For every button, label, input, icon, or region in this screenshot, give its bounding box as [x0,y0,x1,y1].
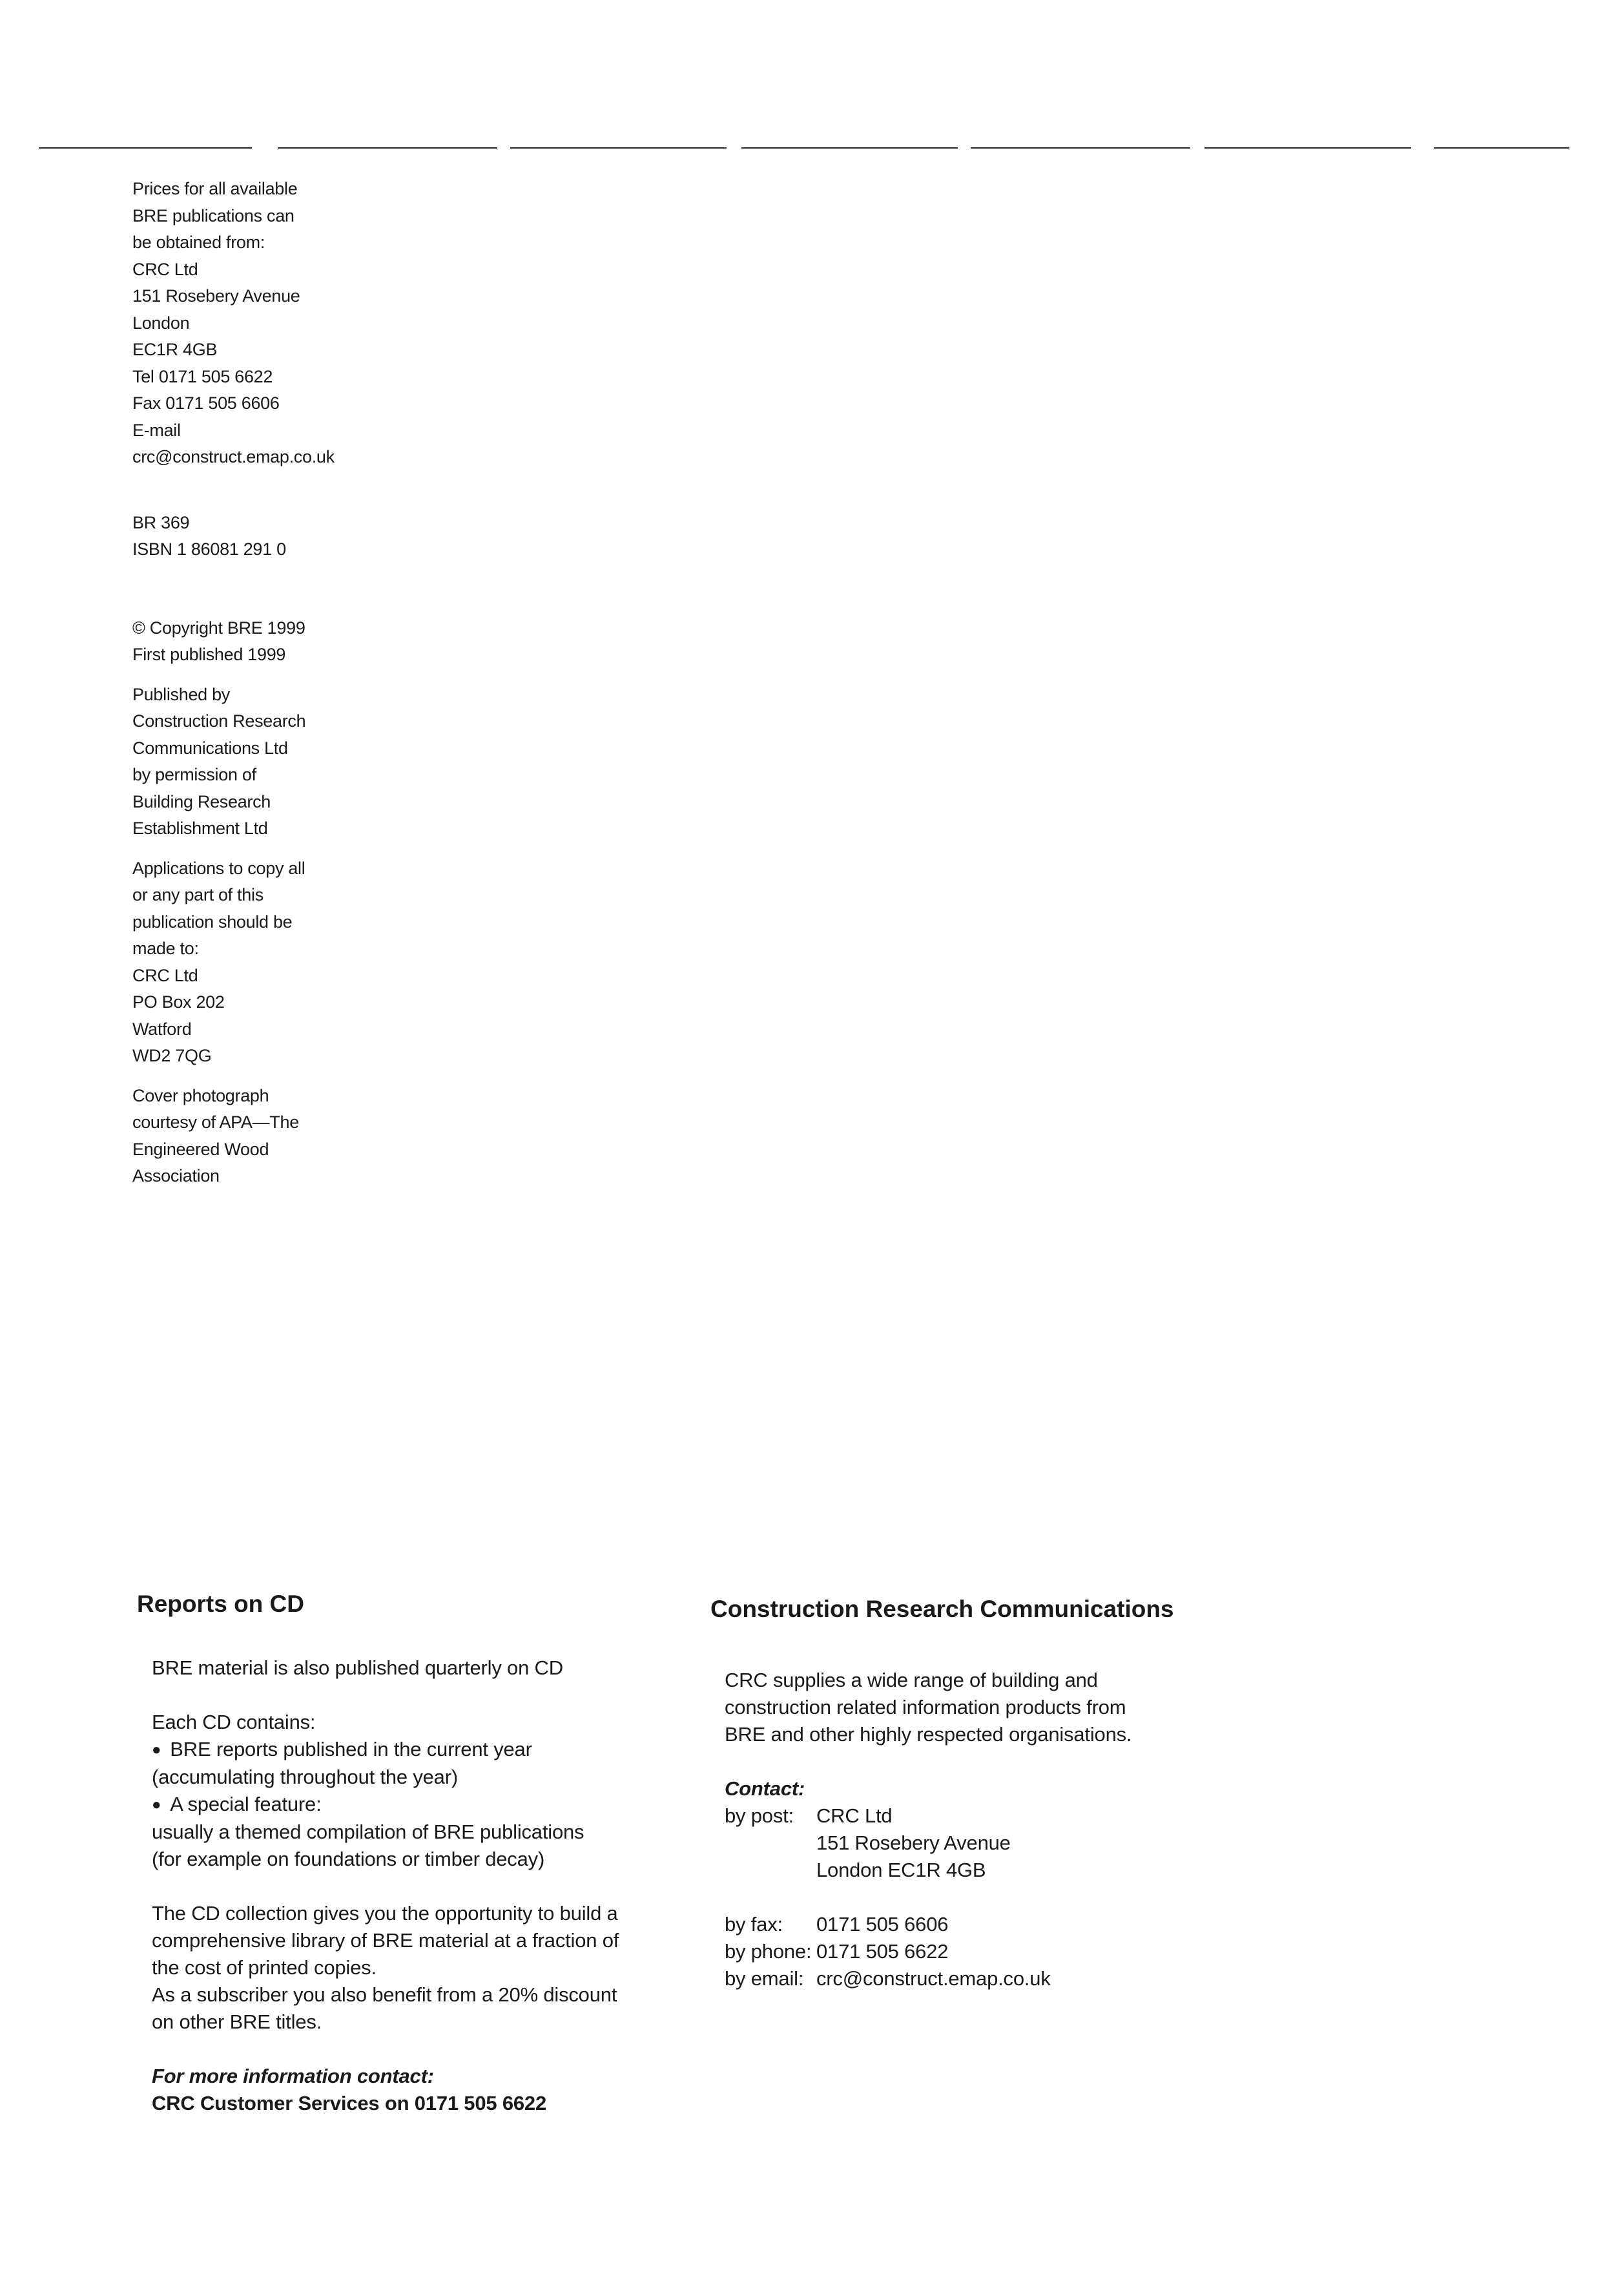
imprint-line: Fax 0171 505 6606 [132,393,280,413]
customer-services-contact: CRC Customer Services on 0171 505 6622 [152,2092,547,2114]
imprint-line: London [132,313,190,333]
post-contact-row [725,1802,1306,1884]
crc-intro-line: BRE and other highly respected organisations. [725,1723,1132,1746]
imprint-line: BRE publications can [132,205,294,225]
reports-paragraph-line: As a subscriber you also benefit from a 20% discount [152,1983,617,2006]
imprint-line: Building Research [132,791,271,811]
imprint-line: by permission of [132,765,256,784]
post-label: by post: [725,1804,794,1827]
imprint-line: Cover photograph [132,1085,269,1105]
imprint-line: Construction Research [132,711,306,731]
phone-contact-row [725,1938,1306,1965]
email-label: by email: [725,1967,804,1990]
copyright-block [132,615,365,669]
fax-contact-row [725,1911,1306,1938]
phone-label: by phone: [725,1940,812,1963]
imprint-line: be obtained from: [132,233,265,252]
reports-paragraph-line: on other BRE titles. [152,2010,322,2033]
email-link[interactable]: crc@construct.emap.co.uk [816,1967,1051,1990]
cover-credit-block [132,1083,365,1190]
fax-label: by fax: [725,1913,783,1936]
contact-label: Contact: [725,1777,805,1800]
reports-body [152,1654,681,2117]
imprint-line: Association [132,1166,220,1185]
imprint-line: E-mail [132,420,181,440]
crc-intro-line: construction related information products from [725,1696,1126,1718]
reports-paragraph-line: The CD collection gives you the opportunity to build a [152,1902,618,1925]
isbn: ISBN 1 86081 291 0 [132,539,286,559]
crc-heading: Construction Research Communications [710,1596,1174,1622]
imprint-line: EC1R 4GB [132,340,218,359]
imprint-line: Watford [132,1019,192,1039]
bullet-continuation: usually a themed compilation of BRE publications [152,1821,584,1843]
reports-intro: BRE material is also published quarterly on CD [152,1656,563,1679]
imprint-line: made to: [132,939,199,958]
crc-body [725,1667,1306,1992]
imprint-line: Applications to copy all [132,858,305,878]
imprint-line: Engineered Wood [132,1139,269,1159]
address-line: 151 Rosebery Avenue [816,1832,1011,1854]
imprint-line: publication should be [132,912,293,932]
imprint-sidebar [132,176,365,1190]
imprint-line: 151 Rosebery Avenue [132,286,300,306]
post-address [816,1802,1011,1884]
bullet-continuation: (for example on foundations or timber decay) [152,1848,545,1870]
report-number: BR 369 [132,512,190,532]
imprint-email-link[interactable]: crc@construct.emap.co.uk [132,447,335,466]
imprint-line: First published 1999 [132,645,286,664]
bullet-item: ● A special feature: [152,1791,681,1819]
email-contact-row [725,1965,1306,1992]
address-line: CRC Ltd [816,1804,893,1827]
imprint-line: WD2 7QG [132,1046,212,1065]
reports-paragraph-line: the cost of printed copies. [152,1956,377,1979]
imprint-line: Prices for all available [132,179,298,198]
imprint-line: courtesy of APA—The [132,1112,299,1132]
imprint-line: Establishment Ltd [132,819,268,838]
more-info-label: For more information contact: [152,2065,434,2087]
imprint-line: Published by [132,684,231,704]
crc-intro-line: CRC supplies a wide range of building and [725,1669,1098,1691]
bullet-item: ● BRE reports published in the current year [152,1736,681,1764]
address-line: London EC1R 4GB [816,1859,986,1881]
applications-block [132,855,365,1070]
imprint-line: PO Box 202 [132,992,225,1012]
imprint-line: or any part of this [132,885,264,904]
reports-paragraph-line: comprehensive library of BRE material at a fraction of [152,1929,619,1952]
imprint-line: Tel 0171 505 6622 [132,366,273,386]
fax-number: 0171 505 6606 [816,1913,949,1936]
prices-block [132,176,365,471]
bullet-continuation: (accumulating throughout the year) [152,1766,458,1788]
publisher-block [132,682,365,842]
reference-block [132,510,365,563]
reports-heading: Reports on CD [137,1591,304,1617]
reports-contains: Each CD contains: [152,1711,316,1733]
imprint-line: Communications Ltd [132,738,288,758]
imprint-line: CRC Ltd [132,259,198,279]
phone-number[interactable]: 0171 505 6622 [816,1940,949,1963]
imprint-line: CRC Ltd [132,965,198,985]
imprint-line: © Copyright BRE 1999 [132,618,305,638]
